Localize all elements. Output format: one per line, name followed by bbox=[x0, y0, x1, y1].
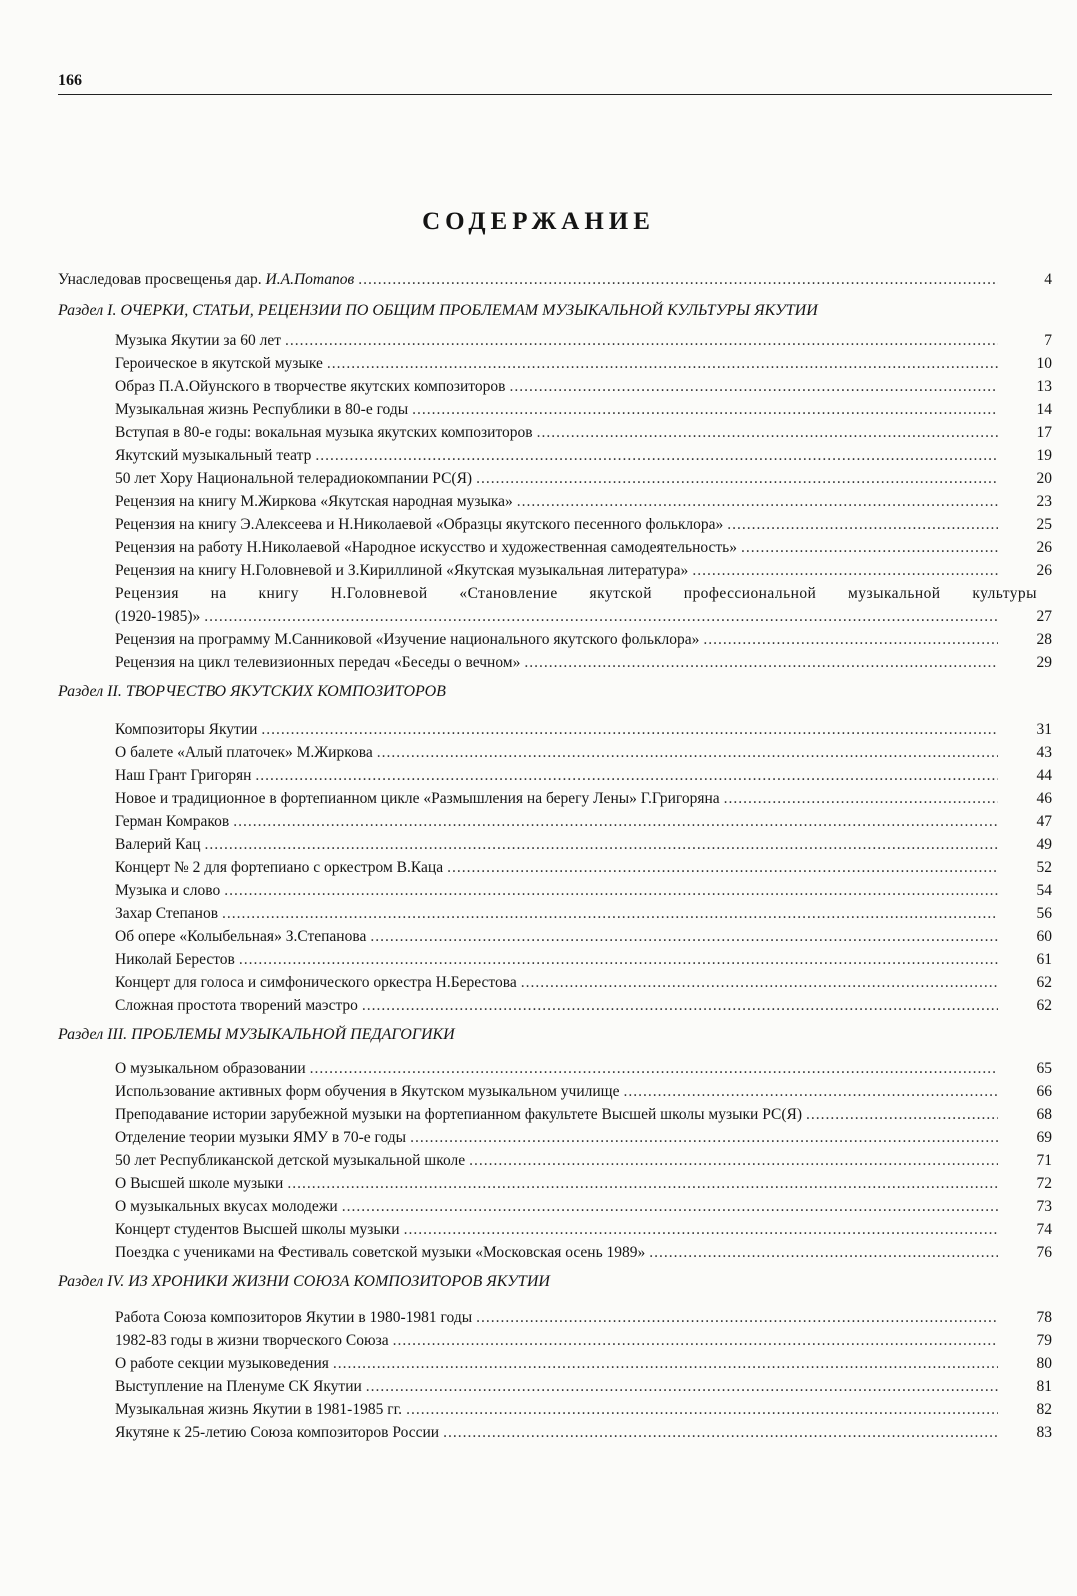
dot-leader bbox=[476, 467, 998, 490]
dot-leader bbox=[410, 1126, 998, 1149]
dot-leader bbox=[443, 1421, 998, 1444]
dot-leader bbox=[724, 787, 998, 810]
toc-entry-title: Музыкальная жизнь Якутии в 1981-1985 гг. bbox=[115, 1401, 403, 1418]
dot-leader bbox=[509, 375, 998, 398]
toc-entry-title: Рецензия на программу М.Санниковой «Изучение национального якутского фольклора» bbox=[115, 631, 700, 648]
toc-entry-title: О музыкальном образовании bbox=[115, 1060, 306, 1077]
toc-entry-title: Вступая в 80-е годы: вокальная музыка якутских композиторов bbox=[115, 424, 533, 441]
dot-leader bbox=[287, 1172, 998, 1195]
toc-entry-title: (1920-1985)» bbox=[115, 608, 201, 625]
toc-entry-title: Отделение теории музыки ЯМУ в 70-е годы bbox=[115, 1129, 407, 1146]
toc-entry[interactable] bbox=[58, 398, 1052, 421]
toc-entry[interactable] bbox=[58, 1172, 1052, 1195]
dot-leader bbox=[239, 948, 998, 971]
toc-entry[interactable] bbox=[58, 467, 1052, 490]
toc-entry[interactable] bbox=[58, 559, 1052, 582]
toc-entry-page: 46 bbox=[1036, 790, 1052, 807]
toc-entry-title: Музыка Якутии за 60 лет bbox=[115, 332, 282, 349]
dot-leader bbox=[377, 741, 998, 764]
toc-entry[interactable] bbox=[58, 879, 1052, 902]
toc-entry[interactable] bbox=[58, 787, 1052, 810]
toc-entry-page: 47 bbox=[1036, 813, 1052, 830]
toc-entry-title: Рецензия на цикл телевизионных передач «Беседы о вечном» bbox=[115, 654, 521, 671]
dot-leader bbox=[285, 329, 998, 352]
toc-entry-page: 20 bbox=[1036, 470, 1052, 487]
toc-entry-page: 69 bbox=[1036, 1129, 1052, 1146]
section-heading: Раздел II. ТВОРЧЕСТВО ЯКУТСКИХ КОМПОЗИТОРОВ bbox=[58, 683, 446, 700]
dot-leader bbox=[703, 628, 998, 651]
toc-entry[interactable] bbox=[58, 1306, 1052, 1329]
toc-entry-page: 68 bbox=[1036, 1106, 1052, 1123]
toc-entry[interactable] bbox=[58, 741, 1052, 764]
dot-leader bbox=[261, 718, 998, 741]
toc-entry-page: 27 bbox=[1036, 608, 1052, 625]
dot-leader bbox=[727, 513, 998, 536]
toc-entry-title: Герман Комраков bbox=[115, 813, 230, 830]
section-heading: Раздел IV. ИЗ ХРОНИКИ ЖИЗНИ СОЮЗА КОМПОЗИТОРОВ ЯКУТИИ bbox=[58, 1273, 550, 1290]
toc-entry-title: Захар Степанов bbox=[115, 905, 219, 922]
toc-entry-page: 65 bbox=[1036, 1060, 1052, 1077]
toc-entry-title: Использование активных форм обучения в Якутском музыкальном училище bbox=[115, 1083, 620, 1100]
toc-entry-page: 81 bbox=[1036, 1378, 1052, 1395]
toc-entry-title: О музыкальных вкусах молодежи bbox=[115, 1198, 338, 1215]
toc-entry-page: 80 bbox=[1036, 1355, 1052, 1372]
toc-entry[interactable] bbox=[58, 833, 1052, 856]
toc-entry-title: Сложная простота творений маэстро bbox=[115, 997, 358, 1014]
toc-entry[interactable] bbox=[58, 718, 1052, 741]
dot-leader bbox=[406, 1398, 998, 1421]
toc-entry-title: Унаследовав просвещенья дар. И.А.Потапов bbox=[58, 271, 355, 288]
toc-entry[interactable] bbox=[58, 1398, 1052, 1421]
toc-entry-page: 62 bbox=[1036, 997, 1052, 1014]
toc-entry[interactable] bbox=[58, 925, 1052, 948]
toc-entry-page: 13 bbox=[1036, 378, 1052, 395]
section-heading: Раздел III. ПРОБЛЕМЫ МУЗЫКАЛЬНОЙ ПЕДАГОГИКИ bbox=[58, 1026, 455, 1043]
toc-entry-title: 50 лет Республиканской детской музыкальной школе bbox=[115, 1152, 466, 1169]
toc-entry[interactable] bbox=[58, 994, 1052, 1017]
toc-entry[interactable] bbox=[58, 971, 1052, 994]
toc-entry-title: Музыка и слово bbox=[115, 882, 221, 899]
toc-entry-title: Якутский музыкальный театр bbox=[115, 447, 312, 464]
toc-entry-page: 43 bbox=[1036, 744, 1052, 761]
toc-entry-title: 1982-83 годы в жизни творческого Союза bbox=[115, 1332, 389, 1349]
toc-entry-page: 76 bbox=[1036, 1244, 1052, 1261]
toc-entry-page: 61 bbox=[1036, 951, 1052, 968]
dot-leader bbox=[521, 971, 998, 994]
toc-entry-title: Поездка с учениками на Фестиваль советской музыки «Московская осень 1989» bbox=[115, 1244, 646, 1261]
section-heading: Раздел I. ОЧЕРКИ, СТАТЬИ, РЕЦЕНЗИИ ПО ОБЩИМ ПРОБЛЕМАМ МУЗЫКАЛЬНОЙ КУЛЬТУРЫ ЯКУТИИ bbox=[58, 302, 818, 319]
dot-leader bbox=[623, 1080, 998, 1103]
toc-entry-title: Концерт студентов Высшей школы музыки bbox=[115, 1221, 400, 1238]
toc-entry-title: Новое и традиционное в фортепианном цикле «Размышления на берегу Лены» Г.Григоряна bbox=[115, 790, 720, 807]
toc-entry-title: Рецензия на книгу Н.Головневой и З.Кириллиной «Якутская музыкальная литература» bbox=[115, 562, 689, 579]
toc-entry[interactable] bbox=[58, 352, 1052, 375]
toc-entry-page: 52 bbox=[1036, 859, 1052, 876]
toc-entry-page: 17 bbox=[1036, 424, 1052, 441]
toc-entry-page: 79 bbox=[1036, 1332, 1052, 1349]
toc-entry[interactable] bbox=[58, 605, 1052, 628]
dot-leader bbox=[222, 902, 998, 925]
toc-entry[interactable] bbox=[58, 513, 1052, 536]
toc-entry[interactable] bbox=[58, 902, 1052, 925]
dot-leader bbox=[517, 490, 998, 513]
dot-leader bbox=[333, 1352, 998, 1375]
toc-entry-title: Наш Грант Григорян bbox=[115, 767, 252, 784]
toc-entry[interactable] bbox=[58, 444, 1052, 467]
toc-entry-page: 29 bbox=[1036, 654, 1052, 671]
toc-entry[interactable] bbox=[58, 329, 1052, 352]
dot-leader bbox=[469, 1149, 998, 1172]
dot-leader bbox=[692, 559, 998, 582]
table-of-contents bbox=[58, 268, 1052, 1444]
toc-entry-page: 71 bbox=[1036, 1152, 1052, 1169]
toc-entry[interactable] bbox=[58, 1218, 1052, 1241]
toc-entry-title: Валерий Кац bbox=[115, 836, 201, 853]
toc-entry-page: 19 bbox=[1036, 447, 1052, 464]
toc-entry-title-line1: Рецензия на книгу Н.Головневой «Становление якутской профессиональной музыкальной культуры bbox=[115, 585, 1037, 602]
dot-leader bbox=[649, 1241, 998, 1264]
dot-leader bbox=[204, 605, 998, 628]
toc-entry-page: 74 bbox=[1036, 1221, 1052, 1238]
toc-entry-title: Концерт № 2 для фортепиано с оркестром В.Каца bbox=[115, 859, 444, 876]
toc-entry[interactable] bbox=[58, 1149, 1052, 1172]
toc-entry-intro[interactable] bbox=[58, 268, 1052, 291]
toc-entry-page: 54 bbox=[1036, 882, 1052, 899]
toc-entry-title: 50 лет Хору Национальной телерадиокомпании РС(Я) bbox=[115, 470, 473, 487]
toc-entry[interactable] bbox=[58, 375, 1052, 398]
toc-entry-page: 72 bbox=[1036, 1175, 1052, 1192]
toc-entry-page: 83 bbox=[1036, 1424, 1052, 1441]
toc-entry-title: Преподавание истории зарубежной музыки на фортепианном факультете Высшей школы музыки РС(Я) bbox=[115, 1106, 803, 1123]
toc-entry-page: 26 bbox=[1036, 539, 1052, 556]
toc-entry-page: 73 bbox=[1036, 1198, 1052, 1215]
toc-entry-page: 78 bbox=[1036, 1309, 1052, 1326]
toc-entry[interactable] bbox=[58, 1352, 1052, 1375]
toc-entry[interactable] bbox=[58, 628, 1052, 651]
toc-entry-page: 56 bbox=[1036, 905, 1052, 922]
toc-entry-title: Героическое в якутской музыке bbox=[115, 355, 323, 372]
dot-leader bbox=[362, 994, 998, 1017]
toc-entry-title: Об опере «Колыбельная» З.Степанова bbox=[115, 928, 367, 945]
toc-entry-page: 26 bbox=[1036, 562, 1052, 579]
toc-entry-title: Рецензия на книгу М.Жиркова «Якутская народная музыка» bbox=[115, 493, 513, 510]
toc-entry-page: 66 bbox=[1036, 1083, 1052, 1100]
dot-leader bbox=[537, 421, 998, 444]
dot-leader bbox=[205, 833, 999, 856]
page-title: СОДЕРЖАНИЕ bbox=[422, 208, 655, 235]
dot-leader bbox=[255, 764, 998, 787]
toc-entry-page: 82 bbox=[1036, 1401, 1052, 1418]
toc-entry-title: О балете «Алый платочек» М.Жиркова bbox=[115, 744, 373, 761]
toc-entry-page: 23 bbox=[1036, 493, 1052, 510]
toc-entry-page: 10 bbox=[1036, 355, 1052, 372]
toc-entry[interactable] bbox=[58, 810, 1052, 833]
dot-leader bbox=[315, 444, 998, 467]
toc-entry-title: Рецензия на работу Н.Николаевой «Народное искусство и художественная самодеятельность» bbox=[115, 539, 737, 556]
dot-leader bbox=[358, 268, 998, 291]
toc-entry-page: 7 bbox=[1044, 332, 1052, 349]
toc-entry[interactable] bbox=[58, 856, 1052, 879]
toc-entry[interactable] bbox=[58, 1421, 1052, 1444]
dot-leader bbox=[224, 879, 998, 902]
dot-leader bbox=[741, 536, 998, 559]
toc-entry[interactable] bbox=[58, 421, 1052, 444]
dot-leader bbox=[342, 1195, 998, 1218]
dot-leader bbox=[476, 1306, 998, 1329]
dot-leader bbox=[447, 856, 998, 879]
toc-entry-title: О работе секции музыковедения bbox=[115, 1355, 329, 1372]
toc-entry-page: 60 bbox=[1036, 928, 1052, 945]
toc-entry-page: 49 bbox=[1036, 836, 1052, 853]
toc-entry-author: И.А.Потапов bbox=[265, 271, 355, 288]
toc-entry[interactable] bbox=[58, 1126, 1052, 1149]
dot-leader bbox=[393, 1329, 998, 1352]
toc-entry-page: 25 bbox=[1036, 516, 1052, 533]
header-rule bbox=[58, 94, 1052, 95]
toc-entry-page: 31 bbox=[1036, 721, 1052, 738]
toc-entry[interactable] bbox=[58, 1329, 1052, 1352]
toc-entry[interactable] bbox=[58, 1103, 1052, 1126]
toc-entry-title: Работа Союза композиторов Якутии в 1980-1981 годы bbox=[115, 1309, 473, 1326]
toc-entry[interactable] bbox=[58, 764, 1052, 787]
toc-entry-page: 14 bbox=[1036, 401, 1052, 418]
toc-entry-page: 28 bbox=[1036, 631, 1052, 648]
toc-entry[interactable] bbox=[58, 536, 1052, 559]
toc-entry-title: Николай Берестов bbox=[115, 951, 235, 968]
dot-leader bbox=[327, 352, 998, 375]
toc-entry-title: Рецензия на книгу Э.Алексеева и Н.Николаевой «Образцы якутского песенного фольклора» bbox=[115, 516, 724, 533]
toc-entry-title: Якутяне к 25-летию Союза композиторов России bbox=[115, 1424, 440, 1441]
dot-leader bbox=[310, 1057, 998, 1080]
toc-entry[interactable] bbox=[58, 1241, 1052, 1264]
toc-entry-wrapped[interactable] bbox=[58, 582, 1052, 605]
page-number: 166 bbox=[58, 72, 82, 89]
dot-leader bbox=[370, 925, 998, 948]
toc-entry[interactable] bbox=[58, 1080, 1052, 1103]
toc-entry[interactable] bbox=[58, 651, 1052, 674]
toc-entry-page: 44 bbox=[1036, 767, 1052, 784]
dot-leader bbox=[412, 398, 998, 421]
dot-leader bbox=[524, 651, 998, 674]
toc-entry-title: Выступление на Пленуме СК Якутии bbox=[115, 1378, 362, 1395]
toc-entry-title: Образ П.А.Ойунского в творчестве якутских композиторов bbox=[115, 378, 506, 395]
dot-leader bbox=[806, 1103, 998, 1126]
toc-entry[interactable] bbox=[58, 948, 1052, 971]
toc-entry[interactable] bbox=[58, 1057, 1052, 1080]
toc-entry-title: Музыкальная жизнь Республики в 80-е годы bbox=[115, 401, 409, 418]
toc-entry-title: Концерт для голоса и симфонического оркестра Н.Берестова bbox=[115, 974, 517, 991]
toc-entry[interactable] bbox=[58, 490, 1052, 513]
toc-entry-title: О Высшей школе музыки bbox=[115, 1175, 284, 1192]
dot-leader bbox=[366, 1375, 998, 1398]
toc-entry[interactable] bbox=[58, 1195, 1052, 1218]
toc-entry[interactable] bbox=[58, 1375, 1052, 1398]
dot-leader bbox=[404, 1218, 998, 1241]
dot-leader bbox=[233, 810, 998, 833]
toc-entry-page: 62 bbox=[1036, 974, 1052, 991]
toc-entry-title: Композиторы Якутии bbox=[115, 721, 258, 738]
toc-entry-page: 4 bbox=[1044, 271, 1052, 288]
